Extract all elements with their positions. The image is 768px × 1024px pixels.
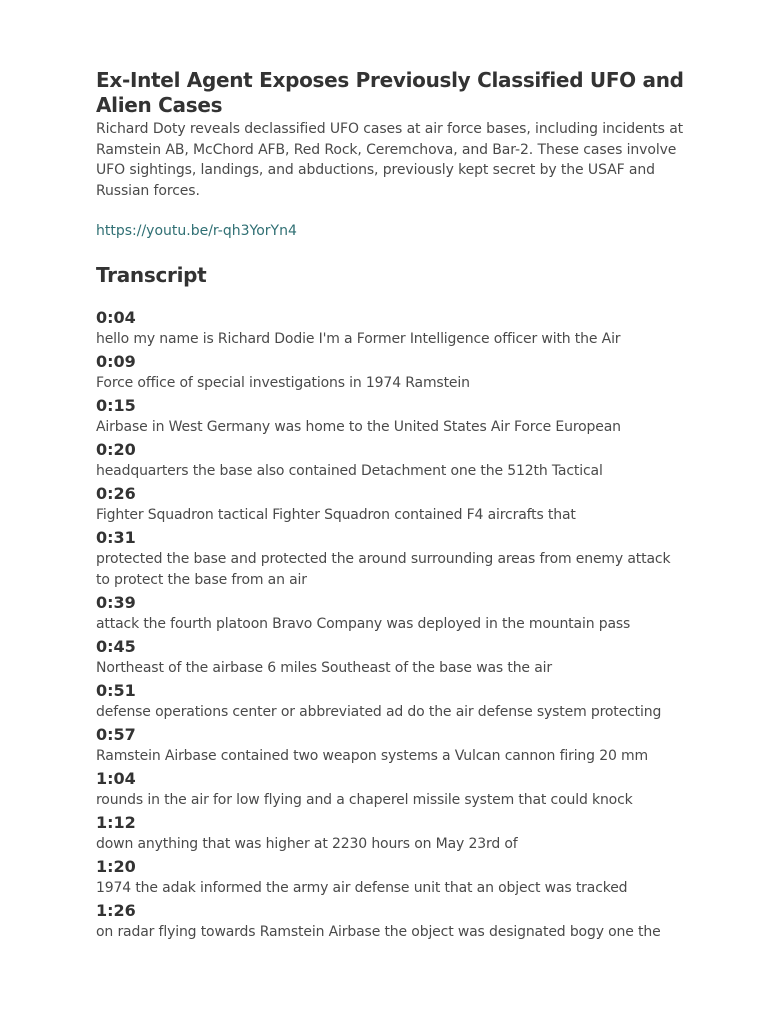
- timestamp[interactable]: 0:09: [96, 352, 136, 371]
- timestamp[interactable]: 1:20: [96, 856, 136, 876]
- transcript-line: hello my name is Richard Dodie I'm a Former Intelligence officer with the Air: [96, 331, 621, 347]
- transcript-entry: [96, 856, 686, 899]
- transcript-entry: [96, 636, 686, 679]
- document-page: [96, 68, 686, 944]
- transcript-entry: [96, 812, 686, 855]
- transcript-line: Fighter Squadron tactical Fighter Squadron contained F4 aircrafts that: [96, 507, 576, 523]
- timestamp[interactable]: 0:31: [96, 528, 136, 547]
- timestamp[interactable]: 0:15: [96, 396, 136, 415]
- timestamp[interactable]: 1:26: [96, 900, 136, 920]
- transcript-entry: [96, 680, 686, 723]
- transcript-line: protected the base and protected the around surrounding areas from enemy attack to protect the base from an air: [96, 551, 671, 588]
- transcript-entry: [96, 724, 686, 767]
- transcript-line: rounds in the air for low flying and a chaperel missile system that could knock: [96, 791, 633, 808]
- transcript-line: defense operations center or abbreviated ad do the air defense system protecting: [96, 703, 662, 720]
- timestamp[interactable]: 0:26: [96, 484, 136, 503]
- transcript-line: Northeast of the airbase 6 miles Southeast of the base was the air: [96, 659, 552, 676]
- transcript-list: [96, 307, 686, 942]
- article-summary: Richard Doty reveals declassified UFO cases at air force bases, including incidents at Ramstein AB, McChord AFB, Red Rock, Ceremchova, and Bar-2. These cases involve UFO sightings, landings, and abductions, previously kept secret by the USAF and Russian forces.: [96, 121, 684, 199]
- transcript-line: 1974 the adak informed the army air defense unit that an object was tracked: [96, 879, 628, 896]
- article-title: Ex-Intel Agent Exposes Previously Classified UFO and Alien Cases: [96, 68, 684, 117]
- transcript-line: Force office of special investigations in 1974 Ramstein: [96, 375, 470, 391]
- timestamp[interactable]: 0:20: [96, 440, 136, 459]
- transcript-entry: [96, 592, 686, 635]
- transcript-line: on radar flying towards Ramstein Airbase the object was designated bogy one the: [96, 923, 661, 940]
- transcript-entry: [96, 900, 686, 943]
- transcript-entry: [96, 351, 686, 394]
- timestamp[interactable]: 1:12: [96, 812, 136, 832]
- transcript-entry: [96, 527, 686, 590]
- transcript-entry: [96, 307, 686, 350]
- timestamp[interactable]: 1:04: [96, 768, 136, 788]
- timestamp[interactable]: 0:04: [96, 308, 136, 327]
- transcript-line: Ramstein Airbase contained two weapon systems a Vulcan cannon firing 20 mm: [96, 747, 648, 764]
- transcript-line: headquarters the base also contained Detachment one the 512th Tactical: [96, 463, 603, 479]
- transcript-entry: [96, 483, 686, 526]
- transcript-entry: [96, 395, 686, 438]
- timestamp[interactable]: 0:51: [96, 680, 136, 700]
- video-link[interactable]: https://youtu.be/r-qh3YorYn4: [96, 223, 297, 239]
- transcript-line: down anything that was higher at 2230 hours on May 23rd of: [96, 835, 518, 852]
- timestamp[interactable]: 0:57: [96, 724, 136, 744]
- timestamp[interactable]: 0:45: [96, 636, 136, 656]
- transcript-entry: [96, 768, 686, 811]
- transcript-line: Airbase in West Germany was home to the United States Air Force European: [96, 419, 621, 435]
- transcript-line: attack the fourth platoon Bravo Company was deployed in the mountain pass: [96, 615, 631, 632]
- timestamp[interactable]: 0:39: [96, 592, 136, 612]
- transcript-heading: Transcript: [96, 263, 207, 287]
- transcript-entry: [96, 439, 686, 482]
